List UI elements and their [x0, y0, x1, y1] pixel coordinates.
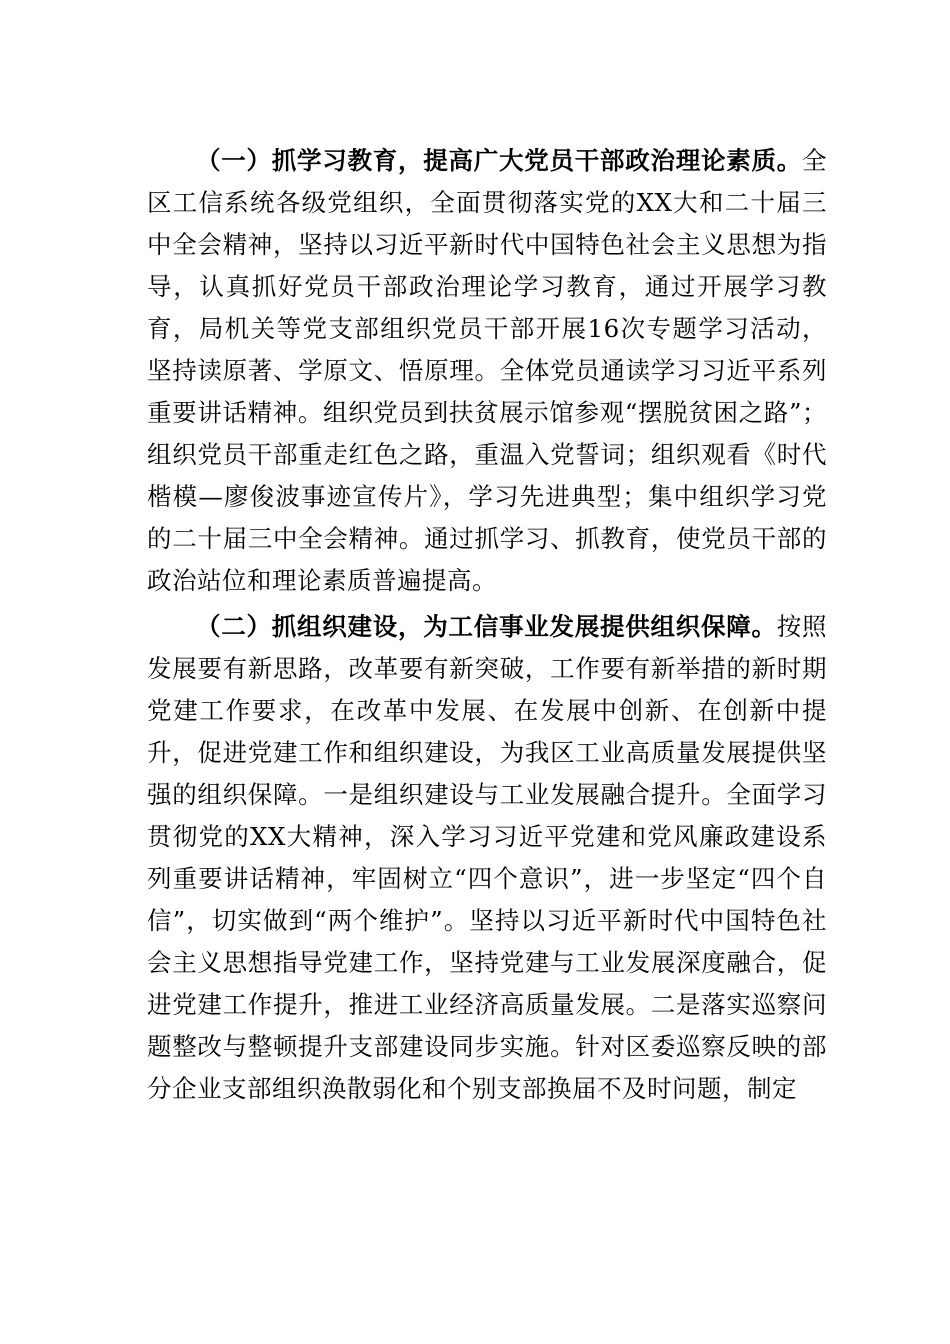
document-body	[147, 140, 827, 1110]
paragraph-heading: （二）抓组织建设，为工信事业发展提供组织保障。	[196, 612, 777, 641]
paragraph-text: 按照发展要有新思路，改革要有新突破，工作要有新举措的新时期党建工作要求，在改革中发展、在发展中创新、在创新中提升，促进党建工作和组织建设，为我区工业高质量发展提供坚强的组织保障。一是组织建设与工业发展融合提升。全面学习贯彻党的XX大精神，深入学习习近平党建和党风廉政建设系列重要讲话精神，牢固树立“四个意识”，进一步坚定“四个自信”，切实做到“两个维护”。坚持以习近平新时代中国特色社会主义思想指导党建工作，坚持党建与工业发展深度融合，促进党建工作提升，推进工业经济高质量发展。二是落实巡察问题整改与整顿提升支部建设同步实施。针对区委巡察反映的部分企业支部组织涣散弱化和个别支部换届不及时问题，制定	[147, 612, 827, 1103]
paragraph-study-education	[147, 140, 827, 602]
paragraph-heading: （一）抓学习教育，提高广大党员干部政治理论素质。	[196, 146, 802, 175]
paragraph-text: 全区工信系统各级党组织，全面贯彻落实党的XX大和二十届三中全会精神，坚持以习近平新时代中国特色社会主义思想为指导，认真抓好党员干部政治理论学习教育，通过开展学习教育，局机关等党支部组织党员干部开展16次专题学习活动，坚持读原著、学原文、悟原理。全体党员通读学习习近平系列重要讲话精神。组织党员到扶贫展示馆参观“摆脱贫困之路”；组织党员干部重走红色之路，重温入党誓词；组织观看《时代楷模—廖俊波事迹宣传片》，学习先进典型；集中组织学习党的二十届三中全会精神。通过抓学习、抓教育，使党员干部的政治站位和理论素质普遍提高。	[147, 146, 827, 595]
paragraph-organization-building	[147, 606, 827, 1110]
